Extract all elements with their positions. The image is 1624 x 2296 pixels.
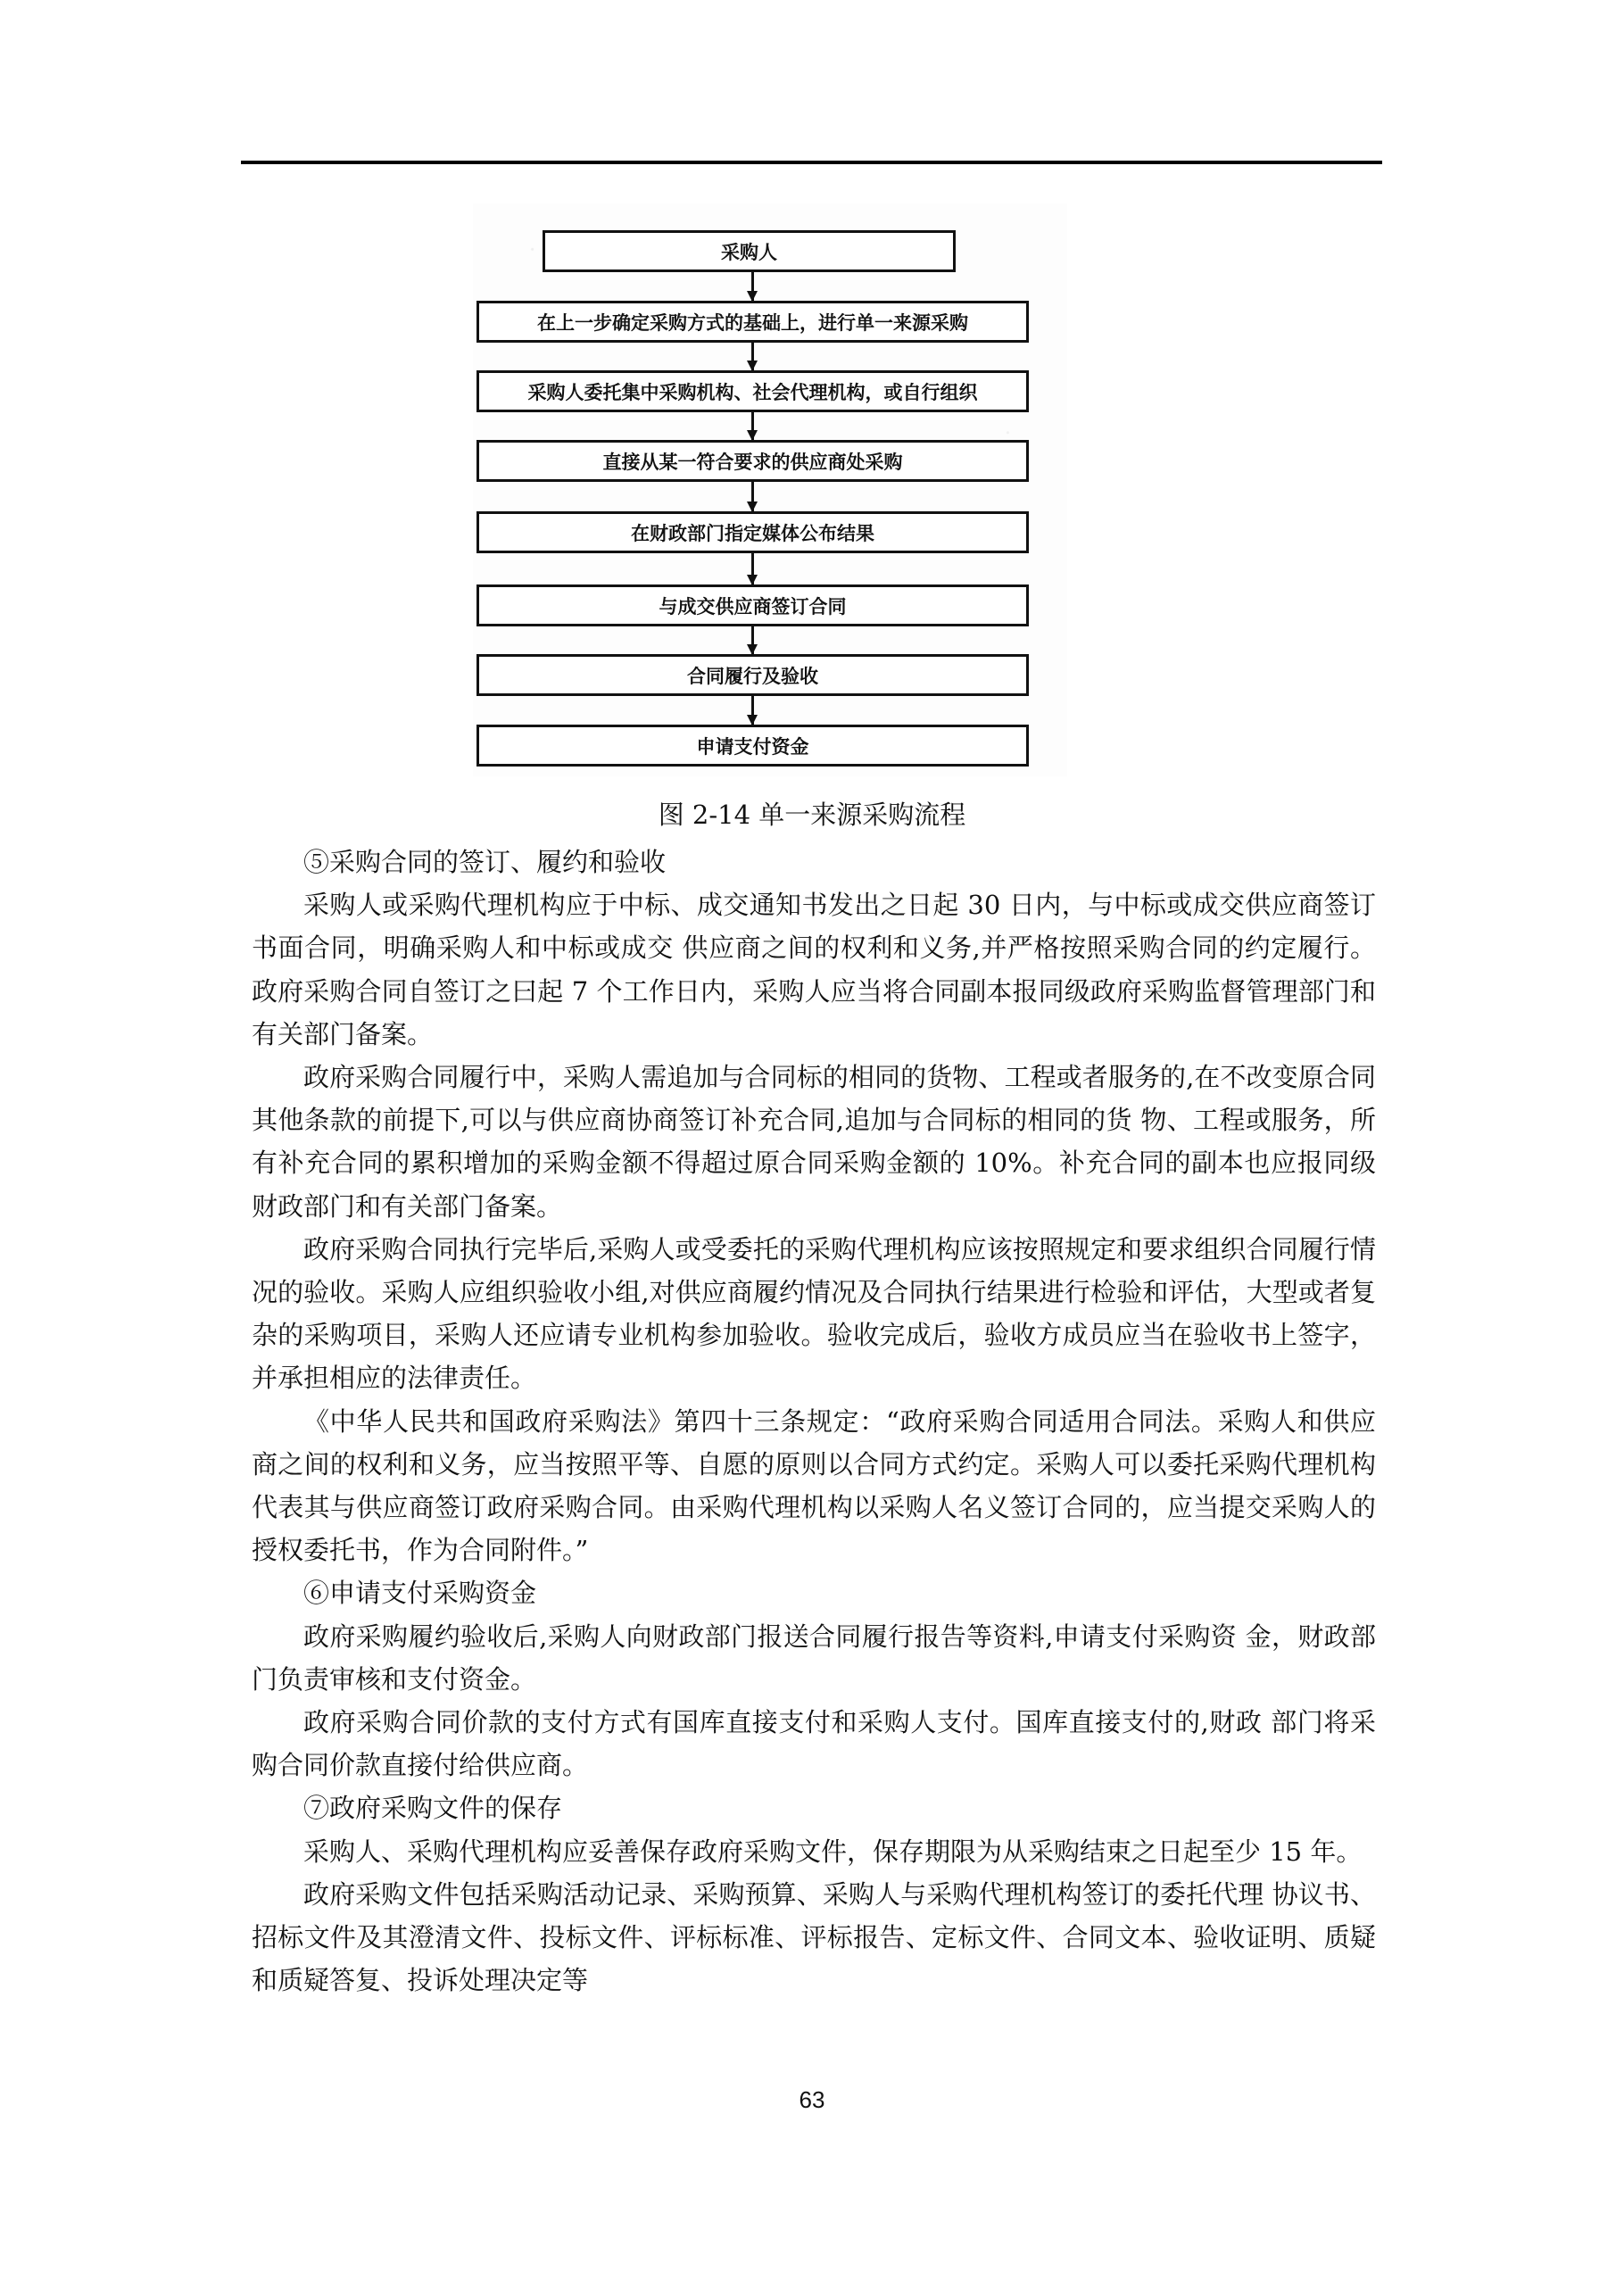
flow-step-entrust xyxy=(476,370,1029,412)
paragraph: 政府采购合同价款的支付方式有国库直接支付和采购人支付。国库直接支付的,财政 部门将采购合同价款直接付给供应商。 xyxy=(252,1707,1376,1781)
arrow-down-icon xyxy=(751,553,754,584)
paragraph: 《中华人民共和国政府采购法》第四十三条规定：“政府采购合同适用合同法。采购人和供应商之间的权利和义务，应当按照平等、自愿的原则以合同方式约定。采购人可以委托采购代理机构代表其与供应商签订政府采购合同。由采购代理机构以采购人名义签订合同的，应当提交采购人的授权委托书，作为合同附件。” xyxy=(252,1405,1376,1566)
arrow-down-icon xyxy=(751,343,754,370)
paragraph: 采购人或采购代理机构应于中标、成交通知书发出之日起 30 日内，与中标或成交供应商签订书面合同，明确采购人和中标或成交 供应商之间的权利和义务,并严格按照采购合同的约定履行。政府采购合同自签订之曰起 7 个工作日内，采购人应当将合同副本报同级政府采购监督管理部门和有关部门备案。 xyxy=(252,890,1376,1049)
flow-step-purchaser xyxy=(543,230,956,272)
figure-caption: 图 2-14 单一来源采购流程 xyxy=(658,800,966,830)
body-text xyxy=(252,841,1376,2002)
arrow-down-icon xyxy=(751,696,754,725)
arrow-down-icon xyxy=(751,626,754,654)
flow-step-label: 在财政部门指定媒体公布结果 xyxy=(631,522,874,544)
flow-step-label: 与成交供应商签订合同 xyxy=(659,595,847,618)
paragraph: 政府采购合同履行中，采购人需追加与合同标的相同的货物、工程或者服务的,在不改变原合同其他条款的前提下,可以与供应商协商签订补充合同,追加与合同标的相同的货 物、工程或服务，所有补充合同的累积增加的采购金额不得超过原合同采购金额的 10%。补充合同的副本也应报同级财政部门和有关部门备案。 xyxy=(252,1062,1376,1222)
flow-step-publish-result xyxy=(476,511,1029,553)
flow-step-label: 采购人 xyxy=(721,241,777,263)
arrow-down-icon xyxy=(751,482,754,511)
flow-step-apply-payment xyxy=(476,725,1029,767)
flow-step-label: 申请支付资金 xyxy=(696,735,809,758)
flow-step-label: 采购人委托集中采购机构、社会代理机构，或自行组织 xyxy=(527,381,978,403)
flow-step-single-source xyxy=(476,301,1029,343)
flow-step-label: 在上一步确定采购方式的基础上，进行单一来源采购 xyxy=(537,311,968,334)
flow-step-performance-acceptance xyxy=(476,654,1029,696)
flow-step-sign-contract xyxy=(476,584,1029,626)
arrow-down-icon xyxy=(751,412,754,440)
arrow-down-icon xyxy=(751,272,754,301)
paragraph: 政府采购履约验收后,采购人向财政部门报送合同履行报告等资料,申请支付采购资 金，财政部门负责审核和支付资金。 xyxy=(252,1620,1376,1695)
flow-step-direct-purchase xyxy=(476,440,1029,482)
section-heading: ⑦政府采购文件的保存 xyxy=(303,1793,563,1824)
header-rule xyxy=(241,161,1382,164)
flow-step-label: 直接从某一符合要求的供应商处采购 xyxy=(602,451,903,473)
paragraph: 政府采购文件包括采购活动记录、采购预算、采购人与采购代理机构签订的委托代理 协议书、招标文件及其澄清文件、投标文件、评标标准、评标报告、定标文件、合同文本、验收证明、质疑和质疑答复、投诉处理决定等 xyxy=(252,1878,1376,1996)
paragraph: 政府采购合同执行完毕后,采购人或受委托的采购代理机构应该按照规定和要求组织合同履行情况的验收。采购人应组织验收小组,对供应商履约情况及合同执行结果进行检验和评估，大型或者复杂的采购项目，采购人还应请专业机构参加验收。验收完成后，验收方成员应当在验收书上签字，并承担相应的法律责任。 xyxy=(252,1233,1376,1394)
paragraph: 采购人、采购代理机构应妥善保存政府采购文件，保存期限为从采购结束之日起至少 15 年。 xyxy=(303,1836,1363,1867)
section-heading: ⑤采购合同的签订、履约和验收 xyxy=(303,847,667,877)
flowchart-figure xyxy=(473,203,1067,776)
page-number: 63 xyxy=(799,2086,825,2113)
flow-step-label: 合同履行及验收 xyxy=(687,665,818,687)
section-heading: ⑥申请支付采购资金 xyxy=(303,1578,537,1609)
